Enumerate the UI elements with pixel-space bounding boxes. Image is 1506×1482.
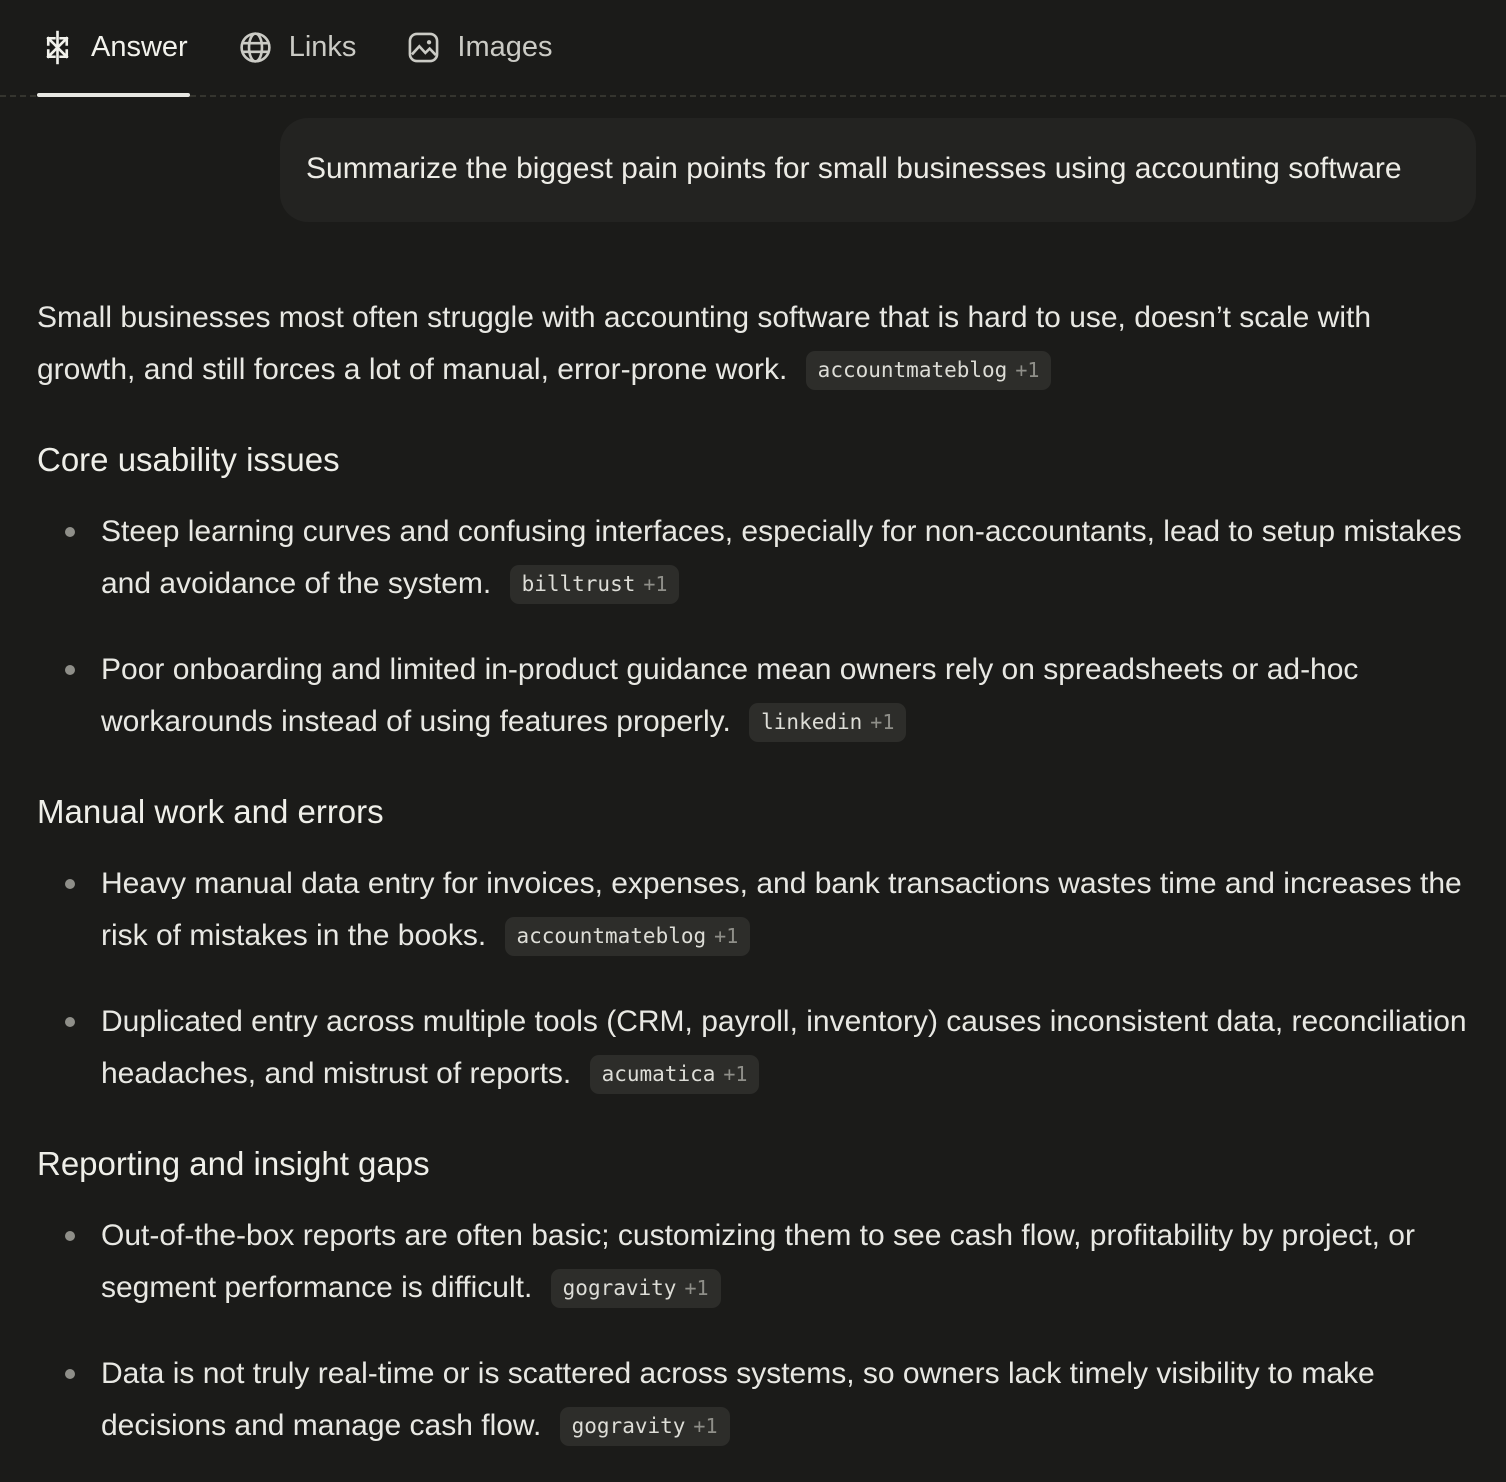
- citation-chip[interactable]: [560, 1407, 730, 1446]
- citation-chip[interactable]: [590, 1055, 760, 1094]
- bullet-item: [37, 1210, 1472, 1314]
- bullet-text: Duplicated entry across multiple tools (CRM, payroll, inventory) causes inconsistent data, reconciliation headaches, and mistrust of reports.: [101, 1005, 1467, 1090]
- citation-source: gogravity: [562, 1276, 677, 1300]
- bullet-text: Heavy manual data entry for invoices, expenses, and bank transactions wastes time and increases the risk of mistakes in the books.: [101, 867, 1462, 952]
- citation-source: gogravity: [571, 1414, 686, 1438]
- citation-chip[interactable]: [505, 917, 751, 956]
- bullet-list: [37, 858, 1472, 1100]
- citation-source: acumatica: [601, 1062, 716, 1086]
- tab-label: Images: [457, 31, 553, 63]
- citation-source: accountmateblog: [817, 358, 1008, 382]
- section-heading: Manual work and errors: [37, 793, 384, 830]
- tab-bar: [0, 0, 1506, 97]
- bullet-text: Data is not truly real-time or is scattered across systems, so owners lack timely visibility to make decisions and manage cash flow.: [101, 1357, 1375, 1442]
- intro-text: Small businesses most often struggle with accounting software that is hard to use, doesn’t scale with growth, and still forces a lot of manual, error-prone work.: [37, 301, 1372, 386]
- answer-sections: [37, 438, 1472, 1452]
- tab-label: Answer: [91, 31, 188, 63]
- citation-more-count: +1: [870, 710, 895, 734]
- bullet-item: [37, 1348, 1472, 1452]
- citation-source: linkedin: [761, 710, 863, 734]
- citation-chip[interactable]: [510, 565, 680, 604]
- answer-body: [0, 292, 1506, 1482]
- bullet-item: [37, 506, 1472, 610]
- citation-more-count: +1: [643, 572, 668, 596]
- citation-more-count: +1: [1015, 358, 1040, 382]
- tab-links[interactable]: [235, 0, 359, 95]
- citation-source: billtrust: [521, 572, 636, 596]
- section-heading: Core usability issues: [37, 441, 340, 478]
- citation-chip[interactable]: [551, 1269, 721, 1308]
- tab-label: Links: [288, 31, 357, 63]
- image-icon: [405, 29, 442, 66]
- bullet-item: [37, 858, 1472, 962]
- tab-images[interactable]: [403, 0, 554, 95]
- perplexity-logo-icon: [39, 29, 76, 66]
- bullet-text: Steep learning curves and confusing interfaces, especially for non-accountants, lead to setup mistakes and avoidance of the system.: [101, 515, 1462, 600]
- citation-more-count: +1: [714, 924, 739, 948]
- tab-answer[interactable]: [37, 0, 190, 95]
- citation-source: accountmateblog: [516, 924, 707, 948]
- bullet-text: Out-of-the-box reports are often basic; customizing them to see cash flow, profitability by project, or segment performance is difficult.: [101, 1219, 1415, 1304]
- globe-icon: [237, 29, 274, 66]
- user-query-text: Summarize the biggest pain points for small businesses using accounting software: [306, 152, 1402, 185]
- bullet-list: [37, 506, 1472, 748]
- answer-intro: [37, 292, 1472, 396]
- bullet-text: Poor onboarding and limited in-product guidance mean owners rely on spreadsheets or ad-hoc workarounds instead of using features properly.: [101, 653, 1359, 738]
- bullet-list: [37, 1210, 1472, 1452]
- citation-chip[interactable]: [749, 703, 906, 742]
- user-query-bubble: [280, 118, 1476, 222]
- citation-chip[interactable]: [806, 351, 1052, 390]
- citation-more-count: +1: [693, 1414, 718, 1438]
- citation-more-count: +1: [723, 1062, 748, 1086]
- citation-more-count: +1: [684, 1276, 709, 1300]
- bullet-item: [37, 996, 1472, 1100]
- section-heading: Reporting and insight gaps: [37, 1145, 430, 1182]
- bullet-item: [37, 644, 1472, 748]
